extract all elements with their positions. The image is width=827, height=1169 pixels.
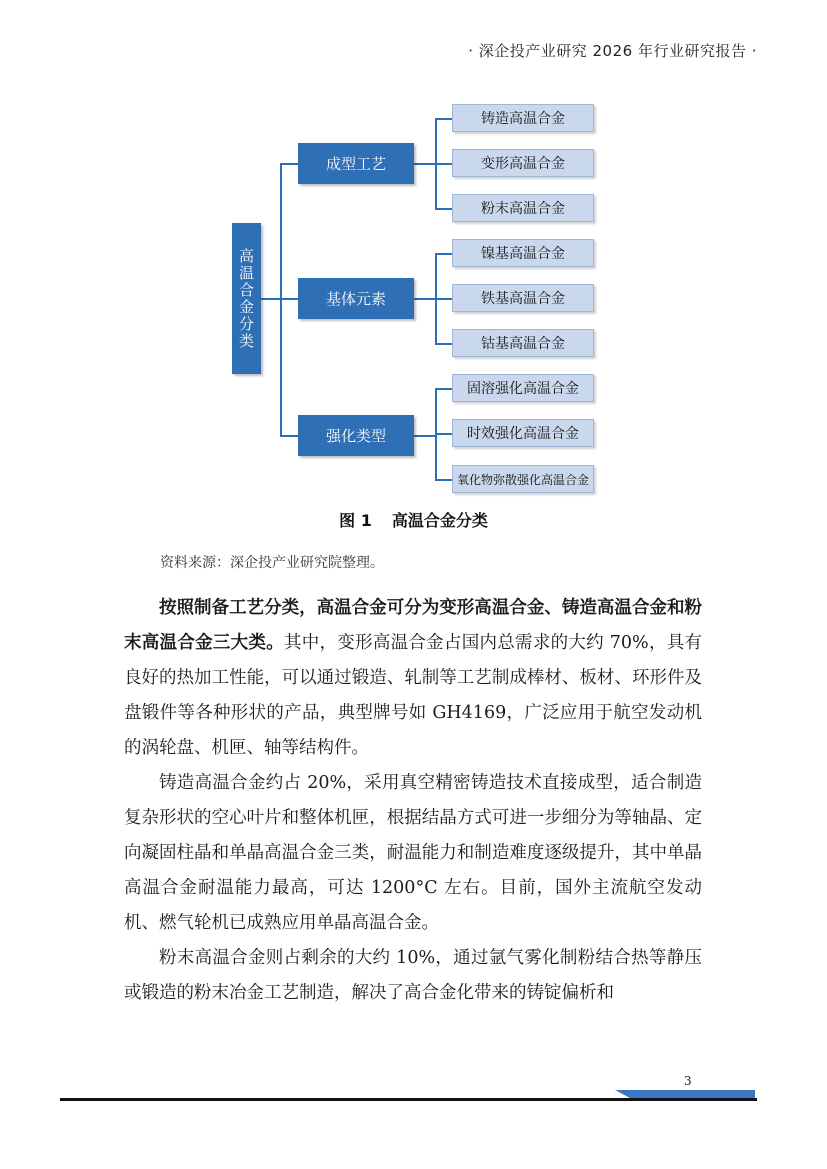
connector xyxy=(435,479,452,481)
connector xyxy=(261,298,281,300)
figure-number: 图 1 xyxy=(339,511,372,530)
diagram-leaf-cobalt-based: 钴基高温合金 xyxy=(452,329,594,357)
diagram-leaf-age-hardening: 时效强化高温合金 xyxy=(452,419,594,447)
connector xyxy=(435,343,452,345)
diagram-group-strengthening-type: 强化类型 xyxy=(298,415,414,456)
diagram-leaf-powder: 粉末高温合金 xyxy=(452,194,594,222)
figure-title: 高温合金分类 xyxy=(391,511,488,530)
diagram-leaf-ods: 氧化物弥散强化高温合金 xyxy=(452,465,594,493)
paragraph xyxy=(124,591,702,766)
diagram-root-node: 高温合金分类 xyxy=(232,223,261,374)
body-text xyxy=(124,591,702,1011)
paragraph xyxy=(124,941,702,1011)
paragraph-lead: 按照制备工艺分类，高温合金可分为变形高温合金、铸造高温合金和粉末高温合金三大类。 xyxy=(124,598,702,653)
paragraph-text: 铸造高温合金约占 20%，采用真空精密铸造技术直接成型，适合制造复杂形状的空心叶片和整体机匣，根据结晶方式可进一步细分为等轴晶、定向凝固柱晶和单晶高温合金三类，耐温能力和制造难度逐级提升，其中单晶高温合金耐温能力最高，可达 1200°C 左右。目前，国外主流航空发动机、燃气轮机已成熟应用单晶高温合金。 xyxy=(124,773,702,933)
connector xyxy=(435,163,452,165)
diagram-leaf-iron-based: 铁基高温合金 xyxy=(452,284,594,312)
diagram-group-matrix-element: 基体元素 xyxy=(298,278,414,319)
connector xyxy=(435,433,452,435)
paragraph xyxy=(124,766,702,941)
diagram-group-forming-process: 成型工艺 xyxy=(298,143,414,184)
connector xyxy=(435,388,452,390)
connector xyxy=(414,163,436,165)
paragraph-text: 其中，变形高温合金占国内总需求的大约 70%，具有良好的热加工性能，可以通过锻造、轧制等工艺制成棒材、板材、环形件及盘锻件等各种形状的产品，典型牌号如 GH4169，广泛应用于航空发动机的涡轮盘、机匣、轴等结构件。 xyxy=(124,633,702,758)
connector xyxy=(435,298,452,300)
connector xyxy=(280,435,298,437)
connector xyxy=(280,298,298,300)
connector xyxy=(280,163,298,165)
page-number: 3 xyxy=(684,1074,692,1088)
connector xyxy=(414,435,436,437)
running-header: · 深企投产业研究 2026 年行业研究报告 · xyxy=(468,42,757,60)
connector xyxy=(435,253,452,255)
diagram-leaf-solid-solution: 固溶强化高温合金 xyxy=(452,374,594,402)
paragraph-text: 粉末高温合金则占剩余的大约 10%，通过氩气雾化制粉结合热等静压或锻造的粉末冶金工艺制造，解决了高合金化带来的铸锭偏析和 xyxy=(124,948,702,1003)
figure-caption xyxy=(0,508,827,531)
connector xyxy=(414,298,436,300)
classification-diagram xyxy=(0,0,827,500)
footer-rule xyxy=(60,1098,757,1101)
diagram-leaf-nickel-based: 镍基高温合金 xyxy=(452,239,594,267)
connector xyxy=(435,118,452,120)
diagram-leaf-wrought: 变形高温合金 xyxy=(452,149,594,177)
connector xyxy=(435,208,452,210)
diagram-leaf-cast: 铸造高温合金 xyxy=(452,104,594,132)
figure-source: 资料来源：深企投产业研究院整理。 xyxy=(160,555,384,571)
